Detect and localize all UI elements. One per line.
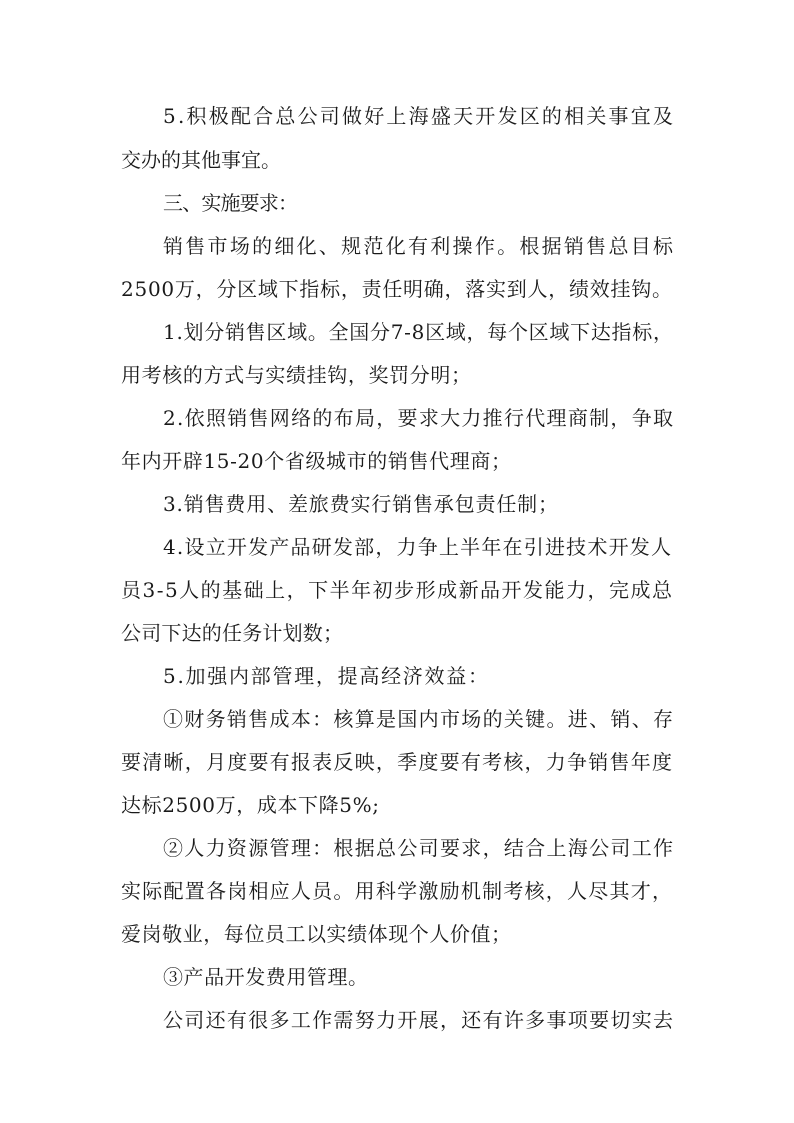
paragraph-line: 2500万，分区域下指标，责任明确，落实到人，绩效挂钩。: [121, 277, 673, 301]
list-item-line: 员3-5人的基础上，下半年初步形成新品开发能力，完成总: [121, 578, 674, 602]
sub-item-line: 达标2500万，成本下降5%;: [121, 793, 380, 817]
sub-item-line: ③产品开发费用管理。: [163, 965, 369, 989]
list-item-line: 1.划分销售区域。全国分7-8区域，每个区域下达指标，: [163, 320, 674, 344]
paragraph-line: 公司还有很多工作需努力开展，还有许多事项要切实去: [163, 1008, 675, 1032]
sub-item-line: 爱岗敬业，每位员工以实绩体现个人价值；: [121, 922, 512, 946]
paragraph-line: 交办的其他事宜。: [121, 148, 281, 172]
list-item-line: 用考核的方式与实绩挂钩，奖罚分明；: [121, 363, 472, 387]
sub-item-line: 实际配置各岗相应人员。用科学激励机制考核，人尽其才，: [121, 879, 674, 903]
paragraph-line: 销售市场的细化、规范化有利操作。根据销售总目标: [163, 234, 676, 258]
list-item-line: 公司下达的任务计划数；: [121, 621, 344, 645]
section-heading: 三、实施要求：: [163, 191, 298, 215]
list-item-line: 2.依照销售网络的布局，要求大力推行代理商制，争取: [163, 406, 675, 430]
list-item-line: 4.设立开发产品研发部，力争上半年在引进技术开发人: [163, 535, 673, 559]
paragraph-line: 5.积极配合总公司做好上海盛天开发区的相关事宜及: [163, 104, 676, 128]
sub-item-line: 要清晰，月度要有报表反映，季度要有考核，力争销售年度: [121, 750, 674, 774]
list-item-line: 3.销售费用、差旅费实行销售承包责任制；: [163, 492, 559, 516]
list-item-line: 年内开辟15-20个省级城市的销售代理商；: [121, 449, 512, 473]
sub-item-line: ②人力资源管理：根据总公司要求，结合上海公司工作: [163, 836, 675, 860]
sub-item-line: ①财务销售成本：核算是国内市场的关键。进、销、存: [163, 707, 675, 731]
list-item-line: 5.加强内部管理，提高经济效益：: [163, 664, 490, 688]
